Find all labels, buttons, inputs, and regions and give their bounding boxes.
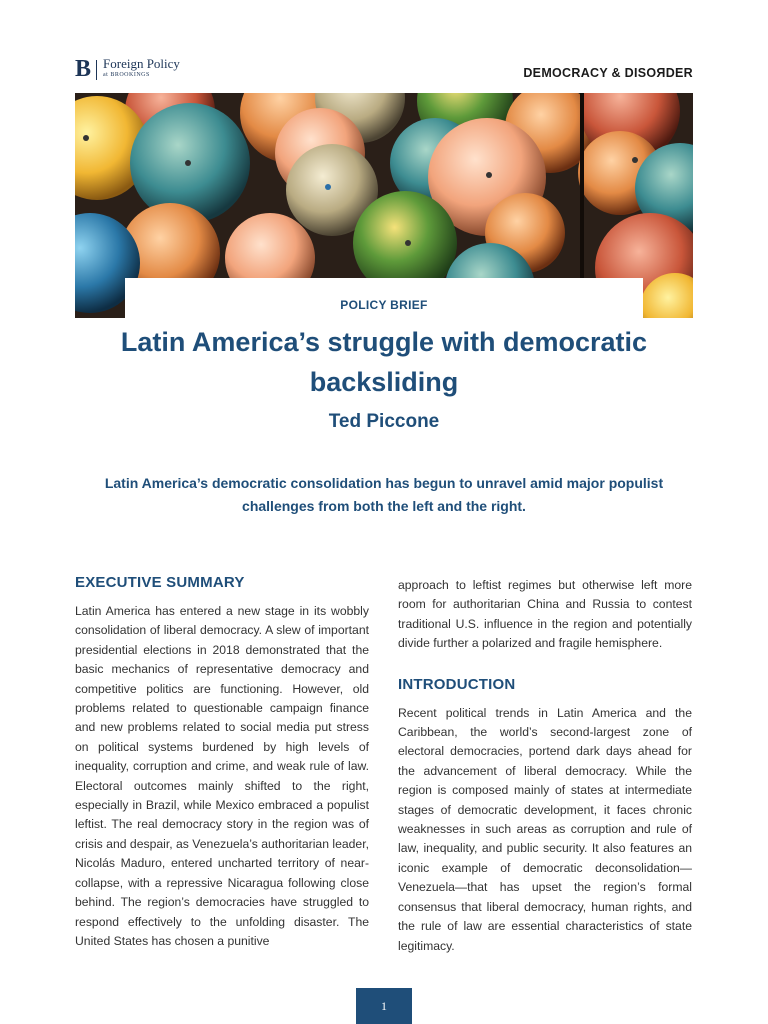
page-title: Latin America’s struggle with democratic backsliding: [120, 327, 648, 397]
logo-letter: B: [75, 56, 92, 82]
lead-summary: Latin America’s democratic consolidation has begun to unravel amid major populist challenges from both the left and the right.: [104, 475, 664, 514]
author-name: Ted Piccone: [328, 411, 440, 432]
logo-text: [103, 57, 180, 80]
page-number: 1: [356, 988, 412, 1024]
executive-summary-text: Latin America has entered a new stage in its wobbly consolidation of liberal democracy. A slew of important presidential elections in 2018 demonstrated that the basic mechanics of representative democracy and competitive politics are functioning. However, old problems related to questionable campaign finance and new problems related to social media put stress on political systems burdened by high levels of inequality, corruption and crime, and weak rule of law. Electoral outcomes mainly shifted to the right, especially in Brazil, while Mexico embraced a populist leftist. The real democracy story in the region was of crisis and despair, as Venezuela’s authoritarian leader, Nicolás Maduro, entered uncharted territory of near-collapse, with a repressive Nicaragua following close behind. The region’s democracies have struggled to respond effectively to the unfolding disaster. The United States has chosen a punitive: [75, 604, 369, 948]
logo-sub-text: at BROOKINGS: [103, 72, 150, 78]
left-column: [75, 574, 369, 951]
introduction-text: Recent political trends in Latin America and the Caribbean, the world’s second-largest zone of electoral democracies, portend dark days ahead for the advancement of liberal democracy. While the region is composed mainly of states at intermediate stages of democratic development, it faces chronic weaknesses in such areas as corruption and rule of law, inequality, and public security. It also features an iconic example of democratic deconsolidation—Venezuela—that has upset the region’s formal consensus that liberal democracy, human rights, and the rule of law are essential characteristics of state legitimacy.: [398, 705, 692, 953]
series-title: DEMOCRACY & DISOЯDER: [523, 66, 693, 80]
hero-globes-image: [75, 93, 693, 318]
logo-main-text: Foreign Policy: [103, 56, 180, 71]
right-column: [398, 576, 692, 956]
introduction-heading: INTRODUCTION: [398, 675, 516, 693]
document-type-label: POLICY BRIEF: [340, 298, 428, 312]
logo-divider: [96, 60, 97, 80]
brookings-logo: [75, 57, 180, 81]
executive-summary-heading: EXECUTIVE SUMMARY: [75, 574, 245, 591]
executive-summary-continued: approach to leftist regimes but otherwise left more room for authoritarian China and Russia to contest traditional U.S. influence in the region and potentially divide further a polarized and fragile hemisphere.: [398, 578, 692, 651]
